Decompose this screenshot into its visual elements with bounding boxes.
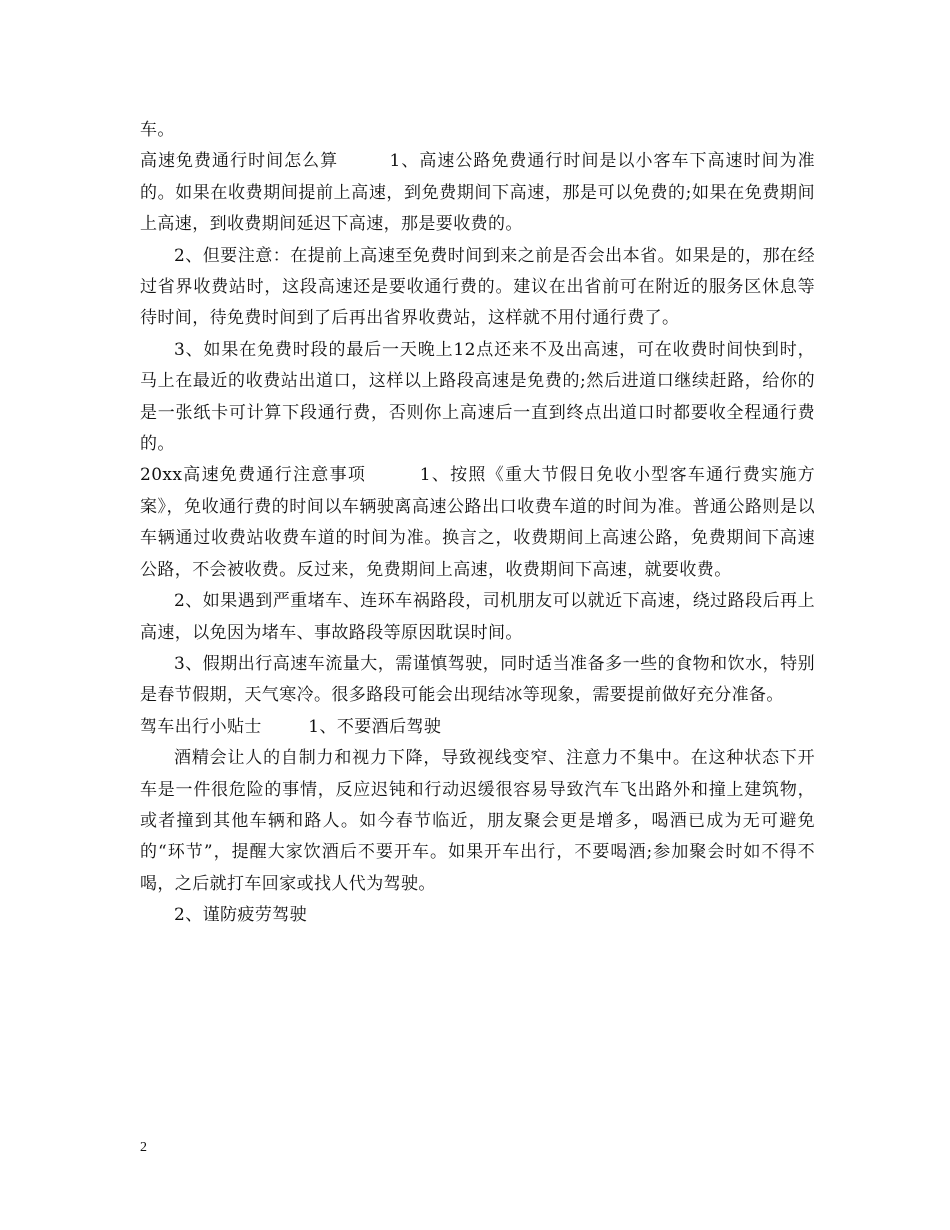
paragraph	[140, 115, 815, 146]
paragraph-text: 2、谨防疲劳驾驶	[174, 905, 308, 926]
paragraph-text: 1、不要酒后驾驶	[308, 716, 442, 737]
paragraph	[140, 586, 815, 649]
paragraph	[140, 241, 815, 335]
heading-gap	[366, 465, 420, 485]
paragraph-text: 2、但要注意：在提前上高速至免费时间到来之前是否会出本省。如果是的，那在经过省界收费站时，这段高速还是要收通行费的。建议在出省前可在附近的服务区休息等待时间，待免费时间到了后再出省界收费站，这样就不用付通行费了。	[140, 245, 815, 329]
section-heading: 20xx高速免费通行注意事项	[140, 465, 367, 486]
paragraph	[140, 146, 815, 240]
paragraph	[140, 649, 815, 712]
paragraph	[140, 900, 815, 931]
paragraph-text: 3、如果在免费时段的最后一天晚上12点还来不及出高速，可在收费时间快到时，马上在最近的收费站出道口，这样以上路段高速是免费的;然后进道口继续赶路，给你的是一张纸卡可计算下段通行费，否则你上高速后一直到终点出道口时都要收全程通行费的。	[140, 339, 815, 455]
paragraph-text: 车。	[140, 120, 175, 140]
paragraph-text: 1、高速公路免费通行时间是以小客车下高速时间为准的。如果在收费期间提前上高速，到免费期间下高速，那是可以免费的;如果在免费期间上高速，到收费期间延迟下高速，那是要收费的。	[140, 151, 815, 235]
heading-gap	[338, 151, 389, 171]
paragraph	[140, 335, 815, 461]
section-heading: 驾车出行小贴士	[140, 716, 262, 737]
document-body	[140, 115, 815, 932]
paragraph	[140, 712, 815, 743]
paragraph	[140, 460, 815, 586]
paragraph-text: 酒精会让人的自制力和视力下降，导致视线变窄、注意力不集中。在这种状态下开车是一件很危险的事情，反应迟钝和行动迟缓很容易导致汽车飞出路外和撞上建筑物，或者撞到其他车辆和路人。如今春节临近，朋友聚会更是增多，喝酒已成为无可避免的“环节”，提醒大家饮酒后不要开车。如果开车出行，不要喝酒;参加聚会时如不得不喝，之后就打车回家或找人代为驾驶。	[140, 748, 815, 894]
page-number: 2	[140, 1140, 147, 1155]
section-heading: 高速免费通行时间怎么算	[140, 151, 339, 172]
paragraph-text: 1、按照《重大节假日免收小型客车通行费实施方案》，免收通行费的时间以车辆驶离高速公路出口收费车道的时间为准。普通公路则是以车辆通过收费站收费车道的时间为准。换言之，收费期间上高速公路，免费期间下高速公路，不会被收费。反过来，免费期间上高速，收费期间下高速，就要收费。	[140, 465, 816, 580]
paragraph	[140, 743, 815, 900]
paragraph-text: 3、假期出行高速车流量大，需谨慎驾驶，同时适当准备多一些的食物和饮水，特别是春节假期，天气寒冷。很多路段可能会出现结冰等现象，需要提前做好充分准备。	[140, 653, 815, 706]
heading-gap	[262, 717, 308, 737]
paragraph-text: 2、如果遇到严重堵车、连环车祸路段，司机朋友可以就近下高速，绕过路段后再上高速，以免因为堵车、事故路段等原因耽误时间。	[140, 591, 815, 643]
